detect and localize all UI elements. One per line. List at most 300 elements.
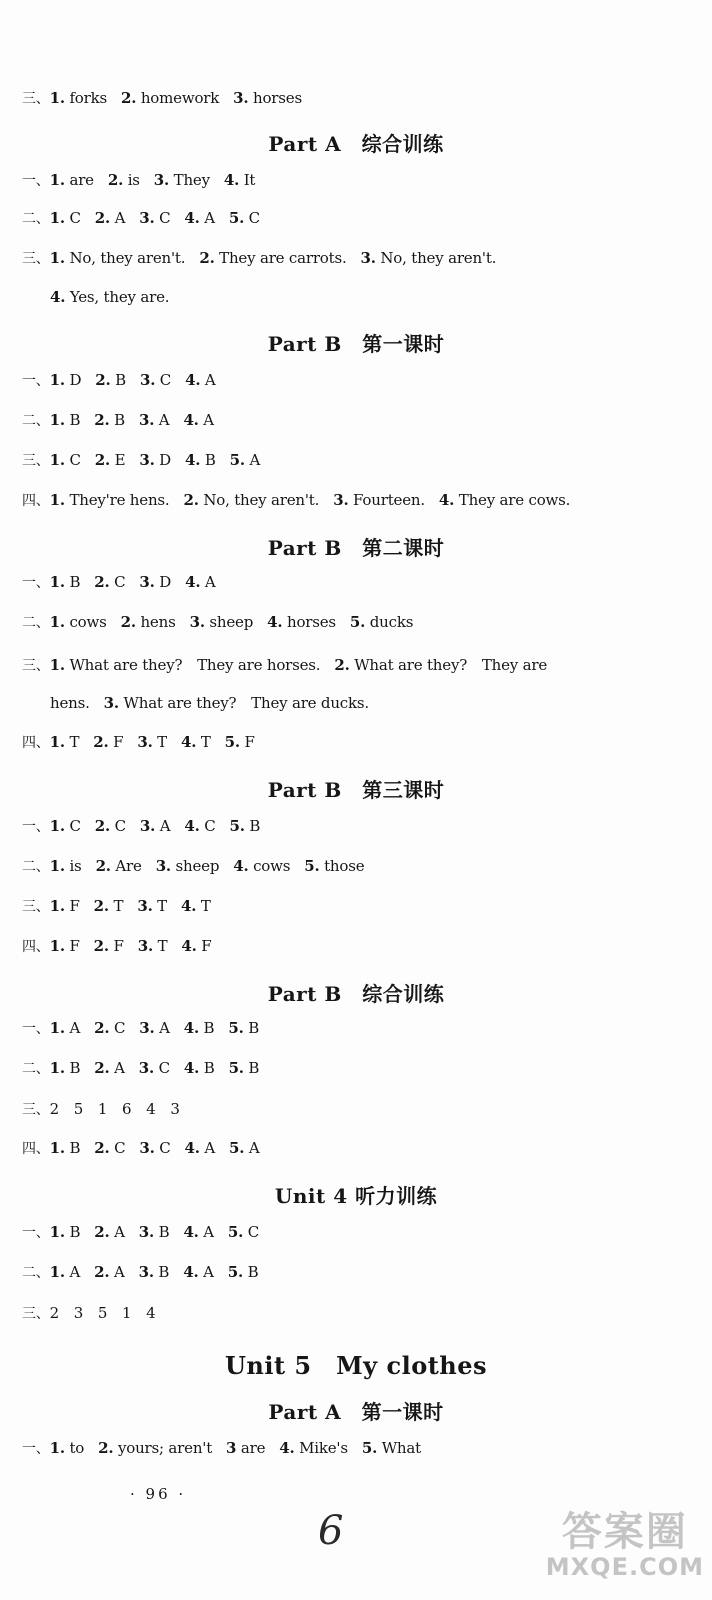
answer-item (229, 1059, 260, 1077)
answer-item (93, 733, 123, 751)
item-number: 3. (139, 371, 156, 389)
question-group-label: 一、 (22, 1021, 50, 1037)
answer-item (229, 209, 260, 227)
item-number: 1. (49, 1019, 65, 1037)
item-number: 3. (139, 1139, 155, 1157)
item-number: 3. (137, 733, 153, 751)
answer-item (137, 897, 167, 915)
answer-item (183, 1223, 213, 1241)
answer-line (22, 936, 225, 956)
item-answer: A (204, 1139, 216, 1157)
item-answer: C (114, 573, 126, 591)
item-number: 1. (49, 573, 65, 591)
answer-item (350, 613, 413, 631)
item-answer: E (114, 451, 126, 469)
item-answer: C (114, 1139, 126, 1157)
item-number: 4. (184, 1139, 200, 1157)
item-answer: It (243, 171, 256, 189)
item-answer: B (204, 451, 216, 469)
item-answer: C (159, 1139, 171, 1157)
answer-item (439, 491, 570, 509)
answer-line (22, 1438, 435, 1458)
item-number: 4. (185, 451, 201, 469)
answer-line (22, 856, 378, 876)
item-answer: T (69, 733, 80, 751)
answer-item (185, 1139, 215, 1157)
item-answer: sheep (175, 857, 220, 875)
item-answer: is (69, 857, 82, 875)
item-number: 1. (49, 656, 65, 674)
section-heading: Part A 综合训练 (268, 132, 444, 156)
answer-item (154, 171, 210, 189)
answer-line (22, 732, 269, 752)
item-answer: A (159, 1019, 170, 1037)
answer-item (139, 1263, 170, 1281)
item-answer: cows (69, 613, 107, 631)
answer-line (22, 88, 316, 108)
item-answer: C (69, 817, 81, 835)
item-answer: T (157, 897, 167, 915)
answer-item (50, 1223, 81, 1241)
answer-line (22, 1018, 273, 1038)
item-answer: No, they aren't. (380, 249, 497, 267)
answer-item (50, 613, 107, 631)
item-answer: F (244, 733, 255, 751)
item-answer: They (173, 171, 210, 189)
item-number: 5. (228, 209, 245, 227)
answer-item (121, 89, 219, 107)
item-number: 2. (98, 1439, 114, 1457)
item-number: 2. (94, 573, 110, 591)
item-answer: C (248, 209, 260, 227)
item-answer: T (113, 897, 124, 915)
item-answer: yours; aren't (117, 1439, 213, 1457)
question-group-label: 三、 (22, 453, 50, 469)
question-group-label: 二、 (22, 1265, 50, 1281)
item-answer: A (114, 1223, 125, 1241)
item-number: 3. (153, 171, 170, 189)
item-number: 1. (49, 411, 65, 429)
question-group-label: 二、 (22, 413, 50, 429)
item-number: 5. (229, 1139, 245, 1157)
item-answer: They are cows. (458, 491, 571, 509)
question-group-label: 二、 (22, 1061, 50, 1077)
item-answer: forks (69, 89, 107, 107)
answer-line (22, 450, 274, 470)
answer-item (139, 411, 169, 429)
answer-item (267, 613, 336, 631)
item-number: 3. (360, 249, 376, 267)
item-number: 3. (139, 817, 156, 835)
answer-item (228, 1223, 259, 1241)
item-number: 2. (199, 249, 215, 267)
item-number: 2. (107, 171, 124, 189)
item-number: 1. (49, 1059, 65, 1077)
answer-item (140, 371, 171, 389)
item-number: 3. (139, 209, 155, 227)
item-number: 4. (183, 1263, 199, 1281)
item-answer: B (203, 1059, 215, 1077)
item-number: 1. (49, 1439, 65, 1457)
question-group-label: 二、 (22, 211, 50, 227)
item-answer: C (247, 1223, 260, 1241)
answer-line (22, 654, 561, 675)
item-number: 4. (183, 1059, 200, 1077)
item-number: 4. (183, 411, 199, 429)
item-answer: A (69, 1263, 81, 1281)
answer-item (50, 937, 80, 955)
item-number: 2. (94, 817, 110, 835)
question-group-label: 一、 (22, 173, 50, 189)
item-number: 1. (49, 857, 65, 875)
answer-item (139, 1059, 170, 1077)
answer-item (362, 1439, 421, 1457)
item-number: 3. (333, 491, 349, 509)
item-answer: They are carrots. (219, 249, 347, 267)
item-number: 2. (94, 1263, 110, 1281)
item-answer: Are (115, 857, 142, 875)
answer-item (225, 733, 255, 751)
item-answer: What are they? They are horses. (69, 656, 321, 674)
item-number: 4. (181, 937, 197, 955)
answer-line (22, 572, 230, 592)
question-group-label: 三、 (22, 251, 50, 267)
item-number: 2. (183, 491, 199, 509)
item-number: 2. (94, 1223, 110, 1241)
item-number: 4. (50, 288, 66, 306)
answer-item (94, 937, 124, 955)
item-number: 5. (228, 1019, 244, 1037)
item-number: 1. (49, 613, 65, 631)
item-number: 2. (94, 1019, 110, 1037)
answer-item (50, 897, 80, 915)
item-answer: cows (253, 857, 291, 875)
question-group-label: 一、 (22, 1225, 50, 1241)
answer-line (22, 1138, 274, 1158)
question-group-label: 二、 (22, 859, 50, 875)
answer-item (50, 171, 94, 189)
answer-item (233, 857, 290, 875)
item-answer: A (248, 1139, 260, 1157)
item-number: 5. (228, 1059, 244, 1077)
answer-line (50, 288, 183, 306)
answer-item (334, 656, 547, 674)
item-answer: D (159, 573, 172, 591)
question-group-label: 三、 (22, 899, 50, 915)
question-group-label: 四、 (22, 1141, 50, 1157)
item-answer: F (201, 937, 212, 955)
item-answer: B (115, 371, 126, 389)
site-watermark (546, 1510, 704, 1580)
answer-item (121, 613, 176, 631)
item-answer: F (113, 937, 124, 955)
section-heading: Part B 综合训练 (267, 982, 445, 1006)
item-answer: A (204, 573, 216, 591)
item-answer: are (240, 1439, 266, 1457)
question-group-label: 一、 (22, 575, 50, 591)
answer-item (138, 937, 168, 955)
item-answer: A (113, 1263, 125, 1281)
item-answer: B (203, 1019, 215, 1037)
item-answer: A (249, 451, 261, 469)
item-answer: ducks (369, 613, 414, 631)
item-answer: T (157, 733, 167, 751)
item-answer: A (203, 1223, 214, 1241)
item-number: 1. (49, 209, 65, 227)
item-number: 5. (349, 613, 366, 631)
item-answer: 2 3 5 1 4 (49, 1304, 156, 1322)
item-number: 1. (49, 1263, 65, 1281)
item-number: 3 (226, 1439, 237, 1457)
answer-item (185, 451, 216, 469)
answer-item (94, 1223, 124, 1241)
item-number: 1. (49, 733, 65, 751)
answer-item (184, 817, 215, 835)
answer-item (184, 1059, 215, 1077)
answer-item (50, 411, 81, 429)
item-answer: No, they aren't. (69, 249, 186, 267)
answer-item (184, 1019, 215, 1037)
item-answer: D (69, 371, 82, 389)
item-number: 3. (137, 897, 153, 915)
item-number: 2. (94, 209, 110, 227)
item-number: 2. (94, 1059, 110, 1077)
item-number: 1. (49, 249, 65, 267)
item-number: 2. (334, 656, 350, 674)
item-number: 5. (361, 1439, 378, 1457)
item-number: 1. (49, 491, 65, 509)
question-group-label: 四、 (22, 735, 50, 751)
answer-item (279, 1439, 348, 1457)
answer-item (50, 1263, 80, 1281)
answer-item (183, 491, 319, 509)
item-answer: C (113, 1019, 126, 1037)
item-answer: B (69, 1059, 81, 1077)
item-number: 2. (94, 1139, 110, 1157)
item-number: 3. (138, 1059, 155, 1077)
answer-item (104, 694, 369, 712)
answer-item (50, 694, 90, 712)
item-answer: F (69, 897, 80, 915)
answer-item (185, 371, 215, 389)
answer-item (199, 249, 346, 267)
item-number: 2. (95, 371, 111, 389)
answer-line (22, 1222, 273, 1242)
question-group-label: 一、 (22, 819, 50, 835)
answer-item (333, 491, 425, 509)
answer-item (50, 209, 81, 227)
item-answer: C (114, 817, 126, 835)
answer-item (50, 1304, 156, 1322)
watermark-cn: 答案圈 (561, 1509, 688, 1555)
item-answer: A (203, 411, 214, 429)
watermark-url: MXQE.COM (545, 1553, 704, 1581)
item-number: 4. (185, 573, 201, 591)
item-answer: to (69, 1439, 85, 1457)
item-number: 4. (180, 733, 197, 751)
answer-item (224, 171, 255, 189)
answer-item (50, 249, 186, 267)
answer-item (137, 733, 167, 751)
item-number: 1. (49, 371, 65, 389)
answer-item (139, 451, 171, 469)
answer-item (50, 1139, 81, 1157)
answer-item (184, 209, 214, 227)
answer-line (22, 410, 228, 430)
item-answer: A (203, 1263, 214, 1281)
question-group-label: 三、 (22, 1306, 50, 1322)
answer-item (50, 491, 170, 509)
answer-line (22, 816, 274, 836)
item-number: 2. (94, 411, 110, 429)
answer-item (181, 733, 211, 751)
answer-item (95, 371, 126, 389)
item-number: 3. (139, 451, 155, 469)
answer-item (94, 1019, 125, 1037)
item-answer: Mike's (299, 1439, 348, 1457)
unit-title: Unit 5 My clothes (224, 1351, 488, 1380)
item-number: 3. (137, 937, 153, 955)
item-number: 5. (229, 451, 245, 469)
item-answer: A (158, 411, 170, 429)
item-number: 3. (139, 1019, 155, 1037)
answer-item (181, 937, 211, 955)
item-number: 2. (93, 733, 109, 751)
item-answer: B (114, 411, 125, 429)
item-number: 4. (183, 1019, 199, 1037)
item-answer: Fourteen. (353, 491, 425, 509)
answer-item (50, 1059, 81, 1077)
answer-item (230, 451, 260, 469)
item-number: 1. (49, 171, 65, 189)
item-number: 1. (49, 1223, 65, 1241)
item-number: 2. (93, 937, 109, 955)
answer-item (50, 1439, 85, 1457)
item-number: 1. (49, 1139, 65, 1157)
item-answer: B (249, 817, 261, 835)
item-answer: B (247, 1263, 259, 1281)
item-answer: F (113, 733, 124, 751)
item-number: 3. (139, 573, 155, 591)
answer-item (139, 1019, 169, 1037)
item-answer: B (158, 1263, 170, 1281)
answer-item (94, 411, 125, 429)
page-number: · 96 · (130, 1485, 187, 1503)
item-number: 4. (180, 897, 197, 915)
item-number: 3. (103, 694, 119, 712)
question-group-label: 一、 (22, 373, 50, 389)
answer-item (228, 1019, 259, 1037)
item-answer: are (69, 171, 94, 189)
item-answer: C (69, 209, 81, 227)
answer-item (94, 1263, 124, 1281)
item-number: 2. (95, 857, 111, 875)
answer-item (95, 817, 126, 835)
item-answer: those (324, 857, 365, 875)
answer-item (50, 451, 81, 469)
question-group-label: 三、 (22, 1102, 50, 1118)
answer-item (228, 1263, 259, 1281)
item-answer: A (114, 209, 126, 227)
answer-item (98, 1439, 212, 1457)
item-answer: 2 5 1 6 4 3 (49, 1100, 180, 1118)
item-answer: C (204, 817, 216, 835)
answer-item (185, 573, 215, 591)
item-number: 4. (184, 209, 200, 227)
item-answer: D (159, 451, 171, 469)
item-number: 5. (304, 857, 320, 875)
answer-item (96, 857, 142, 875)
question-group-label: 二、 (22, 615, 50, 631)
answer-item (233, 89, 302, 107)
item-answer: They're hens. (69, 491, 170, 509)
item-answer: horses (286, 613, 336, 631)
item-number: 1. (49, 817, 65, 835)
answer-item (50, 656, 321, 674)
item-answer: What (381, 1439, 421, 1457)
answer-line (22, 170, 269, 190)
item-answer: B (248, 1019, 260, 1037)
answer-item (183, 1263, 213, 1281)
question-group-label: 一、 (22, 1441, 50, 1457)
answer-item (94, 573, 125, 591)
item-answer: B (69, 1139, 81, 1157)
item-number: 4. (279, 1439, 295, 1457)
item-number: 1. (49, 451, 65, 469)
answer-item (50, 857, 82, 875)
item-number: 2. (121, 89, 137, 107)
item-answer: C (158, 1059, 170, 1077)
item-answer: homework (140, 89, 220, 107)
item-number: 4. (223, 171, 240, 189)
section-heading: Unit 4 听力训练 (274, 1184, 438, 1208)
item-number: 4. (267, 613, 283, 631)
answer-item (50, 733, 80, 751)
item-answer: T (200, 733, 211, 751)
item-answer: A (204, 371, 216, 389)
item-number: 5. (224, 733, 240, 751)
answer-line (22, 1262, 272, 1282)
answer-line (22, 1302, 170, 1323)
answer-item (94, 1139, 125, 1157)
item-number: 1. (49, 897, 65, 915)
answer-item (190, 613, 254, 631)
item-answer: horses (253, 89, 302, 107)
item-answer: B (69, 1223, 81, 1241)
item-answer: T (200, 897, 211, 915)
item-number: 5. (229, 817, 245, 835)
item-number: 1. (49, 89, 65, 107)
question-group-label: 三、 (22, 91, 50, 107)
answer-item (139, 573, 171, 591)
answer-line (22, 490, 584, 510)
answer-item (361, 249, 497, 267)
item-answer: T (157, 937, 168, 955)
item-number: 4. (183, 1223, 199, 1241)
item-number: 3. (138, 1263, 154, 1281)
answer-item (140, 817, 170, 835)
item-answer: is (127, 171, 140, 189)
answer-item (95, 209, 125, 227)
answer-item (181, 897, 211, 915)
item-number: 5. (227, 1263, 243, 1281)
item-answer: No, they aren't. (203, 491, 320, 509)
answer-item (94, 1059, 124, 1077)
answer-item (95, 451, 126, 469)
answer-line (50, 692, 383, 713)
section-heading: Part B 第一课时 (267, 332, 445, 356)
item-answer: What are they? They are ducks. (123, 694, 369, 712)
